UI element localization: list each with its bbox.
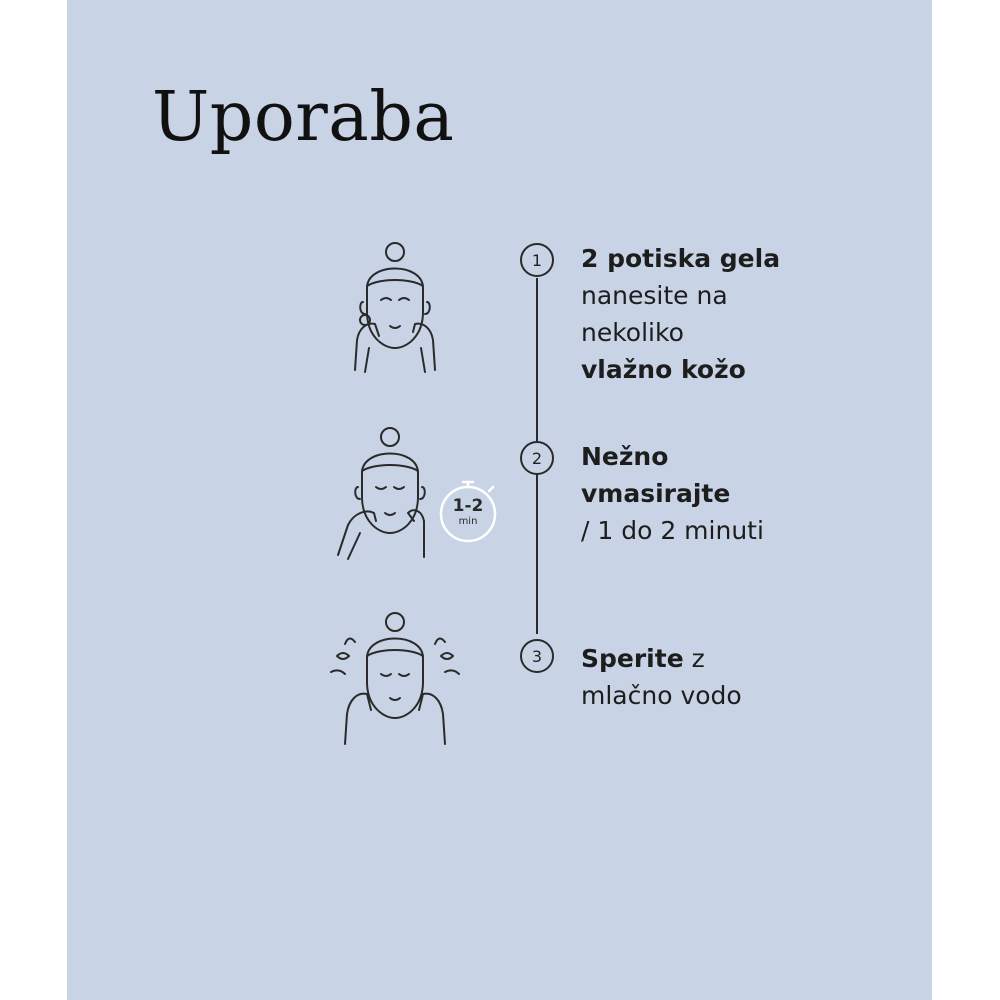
step-1-line-3: nekoliko [581,318,684,347]
step-number-3: 3 [520,639,554,673]
step-1-highlight: 2 potiska gela [581,244,781,273]
step-3-line-2: mlačno vodo [581,681,742,710]
step-number-1: 1 [520,243,554,277]
page-title: Uporaba [152,78,455,157]
step-1-line-2: nanesite na [581,281,728,310]
face-massage-icon [330,425,440,565]
step-2-highlight-2: vmasirajte [581,479,731,508]
timer-label: 1-2 [452,496,484,516]
step-3-line-1-rest: z [683,644,705,673]
step-1-highlight-2: vlažno kožo [581,355,746,384]
face-rinse-icon [325,610,465,750]
step-number-2: 2 [520,441,554,475]
step-2-text [581,438,764,549]
timer-unit: min [458,516,478,527]
face-cream-apply-icon [345,240,445,375]
step-2-highlight: Nežno [581,442,669,471]
step-3-text [581,640,742,714]
step-1-text [581,240,780,388]
step-2-line-3: / 1 do 2 minuti [581,516,764,545]
step-3-highlight: Sperite [581,644,684,673]
